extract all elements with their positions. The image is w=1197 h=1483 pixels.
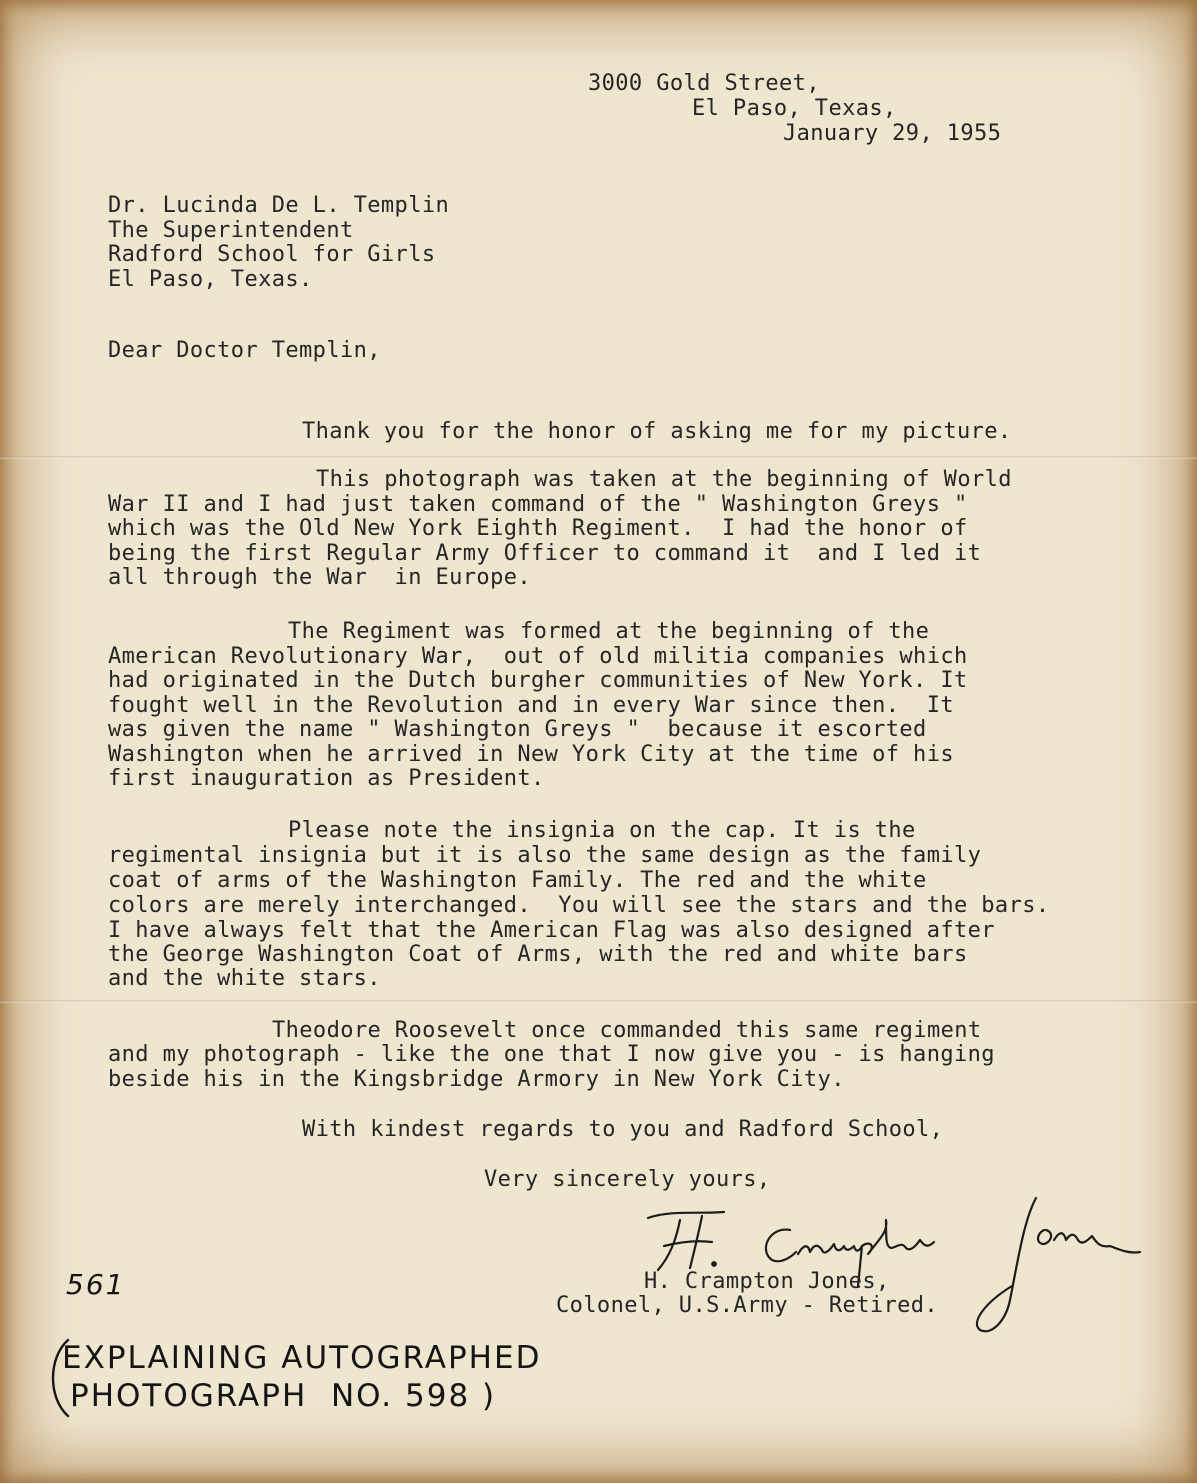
- note-line-2: PHOTOGRAPH NO. 598 ): [70, 1378, 497, 1414]
- paragraph-2-line: War II and I had just taken command of the " Washington Greys ": [108, 492, 968, 517]
- sender-address-street: 3000 Gold Street,: [588, 71, 820, 96]
- paragraph-3-line: was given the name " Washington Greys " because it escorted: [108, 717, 927, 742]
- paragraph-3-line: had originated in the Dutch burgher communities of New York. It: [108, 668, 968, 693]
- paragraph-4-line: the George Washington Coat of Arms, with the red and white bars: [108, 942, 968, 967]
- fold-crease-upper: [0, 456, 1197, 459]
- paragraph-3-line: The Regiment was formed at the beginning of the: [288, 619, 930, 644]
- paragraph-4-line: coat of arms of the Washington Family. The red and the white: [108, 868, 927, 893]
- catalog-number: 561: [66, 1268, 126, 1301]
- recipient-name: Dr. Lucinda De L. Templin: [108, 193, 450, 218]
- recipient-organization: Radford School for Girls: [108, 242, 436, 267]
- sender-address-city: El Paso, Texas,: [692, 96, 897, 121]
- paragraph-3-line: Washington when he arrived in New York City at the time of his: [108, 742, 954, 767]
- paragraph-5-line: Theodore Roosevelt once commanded this same regiment: [272, 1018, 982, 1043]
- fold-crease-lower: [0, 1000, 1197, 1003]
- paragraph-4-line: regimental insignia but it is also the same design as the family: [108, 843, 982, 868]
- paragraph-2-line: being the first Regular Army Officer to command it and I led it: [108, 541, 982, 566]
- closing-line: Very sincerely yours,: [484, 1167, 771, 1192]
- paragraph-4-line: colors are merely interchanged. You will see the stars and the bars.: [108, 893, 1050, 918]
- salutation: Dear Doctor Templin,: [108, 338, 381, 363]
- paragraph-3-line: fought well in the Revolution and in every War since then. It: [108, 693, 954, 718]
- paragraph-2-line: This photograph was taken at the beginning of World: [316, 467, 1012, 492]
- regards-line: With kindest regards to you and Radford School,: [302, 1117, 944, 1142]
- paragraph-thanks: Thank you for the honor of asking me for my picture.: [302, 419, 1012, 444]
- paragraph-5-line: beside his in the Kingsbridge Armory in New York City.: [108, 1067, 845, 1092]
- paragraph-4-line: and the white stars.: [108, 966, 381, 991]
- paragraph-5-line: and my photograph - like the one that I now give you - is hanging: [108, 1042, 995, 1067]
- paragraph-4-line: I have always felt that the American Flag was also designed after: [108, 918, 995, 943]
- paragraph-4-line: Please note the insignia on the cap. It is the: [288, 818, 916, 843]
- paragraph-3-line: first inauguration as President.: [108, 766, 545, 791]
- signatory-title: Colonel, U.S.Army - Retired.: [556, 1293, 939, 1318]
- paragraph-2-line: all through the War in Europe.: [108, 565, 531, 590]
- paragraph-2-line: which was the Old New York Eighth Regiment. I had the honor of: [108, 516, 968, 541]
- recipient-city: El Paso, Texas.: [108, 267, 313, 292]
- paragraph-3-line: American Revolutionary War, out of old militia companies which: [108, 644, 968, 669]
- letter-date: January 29, 1955: [783, 121, 1002, 146]
- note-line-1: EXPLAINING AUTOGRAPHED: [62, 1340, 542, 1376]
- signatory-name: H. Crampton Jones,: [644, 1269, 890, 1294]
- recipient-title: The Superintendent: [108, 218, 354, 243]
